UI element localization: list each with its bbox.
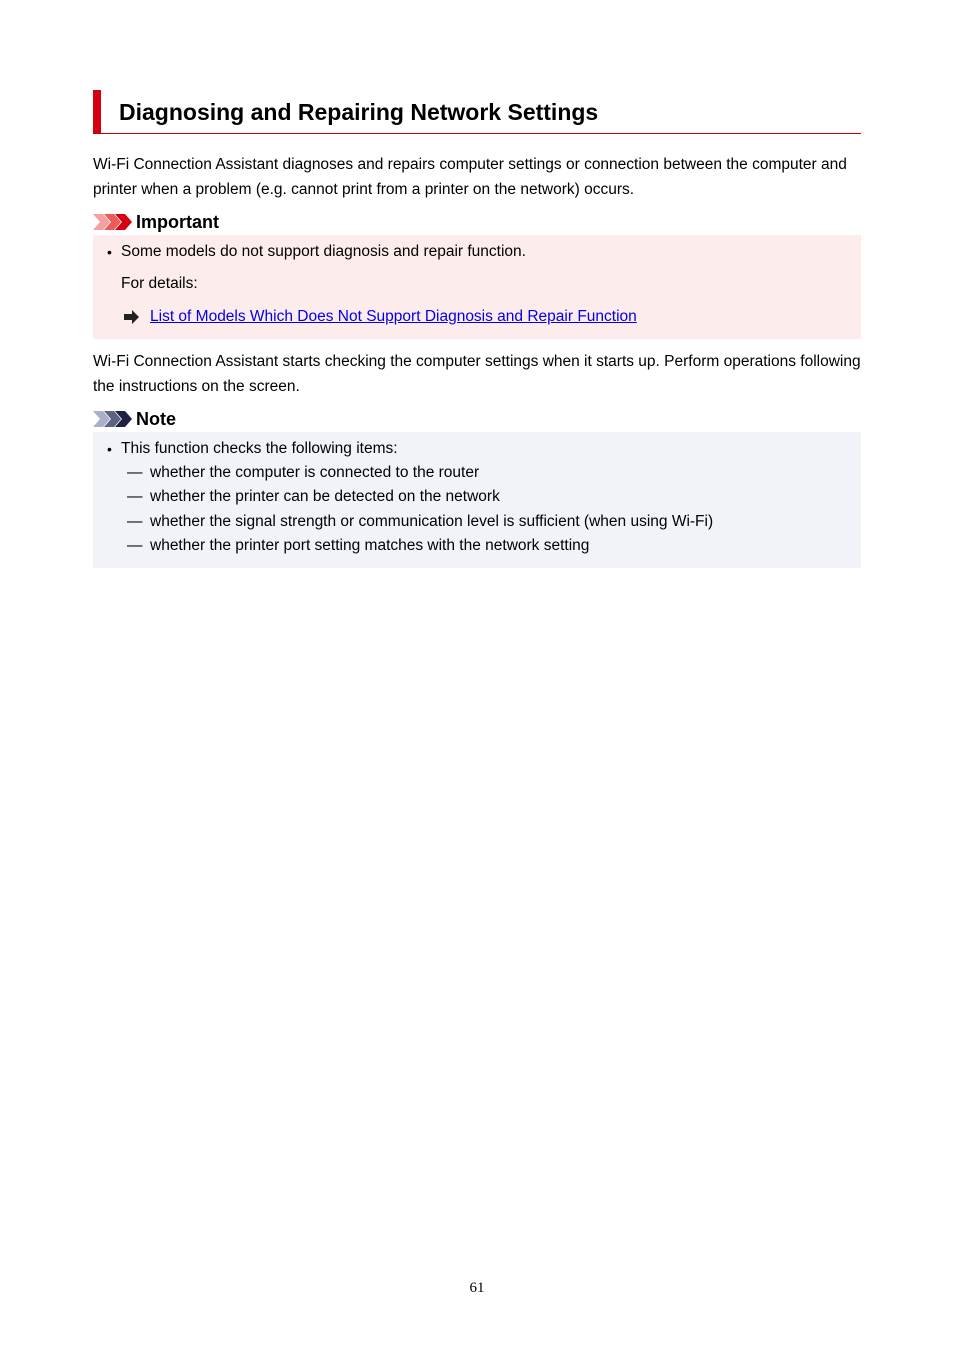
- important-item: [93, 240, 861, 264]
- note-subitem-text: whether the printer can be detected on the network: [150, 488, 500, 506]
- note-subitem: [93, 510, 861, 534]
- note-subitem: [93, 534, 861, 558]
- bullet: •: [107, 441, 112, 457]
- dash: —: [127, 512, 143, 530]
- note-item-text: This function checks the following items:: [121, 440, 398, 457]
- dash: —: [127, 488, 143, 506]
- page-number: 61: [469, 1280, 485, 1296]
- important-box: [93, 235, 861, 339]
- note-subitem: [93, 485, 861, 509]
- note-subitem-text: whether the signal strength or communication level is sufficient (when using Wi-Fi): [150, 512, 714, 530]
- dash: —: [127, 464, 143, 481]
- dash: —: [127, 536, 143, 554]
- arrow-right-icon: [124, 310, 140, 324]
- important-item-text: Some models do not support diagnosis and repair function.: [121, 243, 526, 260]
- section-heading: [93, 90, 861, 134]
- note-box: [93, 432, 861, 568]
- page-title: Diagnosing and Repairing Network Settings: [119, 99, 599, 125]
- bullet: •: [107, 244, 112, 260]
- important-header: [93, 210, 861, 235]
- important-title: Important: [136, 212, 219, 232]
- page-content: [93, 90, 861, 568]
- note-subitem-text: whether the printer port setting matches with the network setting: [150, 536, 590, 554]
- note-subitem: [93, 461, 861, 485]
- note-subitem-text: whether the computer is connected to the router: [150, 464, 480, 481]
- blue-chevrons-icon: [93, 411, 133, 427]
- link-row: [93, 305, 861, 329]
- note-header: [93, 407, 861, 432]
- note-title: Note: [136, 409, 176, 429]
- details-label: For details:: [121, 275, 198, 292]
- heading-accent-bar: [93, 90, 101, 133]
- intro-paragraph: Wi-Fi Connection Assistant diagnoses and repairs computer settings or connection between the computer and printer when a problem (e.g. cannot print from a printer on the network) occurs.: [93, 156, 847, 198]
- models-list-link[interactable]: List of Models Which Does Not Support Diagnosis and Repair Function: [150, 308, 637, 325]
- red-chevrons-icon: [93, 214, 133, 230]
- note-item: [93, 437, 861, 461]
- body-paragraph: Wi-Fi Connection Assistant starts checking the computer settings when it starts up. Perform operations following the instructions on the screen.: [93, 353, 861, 395]
